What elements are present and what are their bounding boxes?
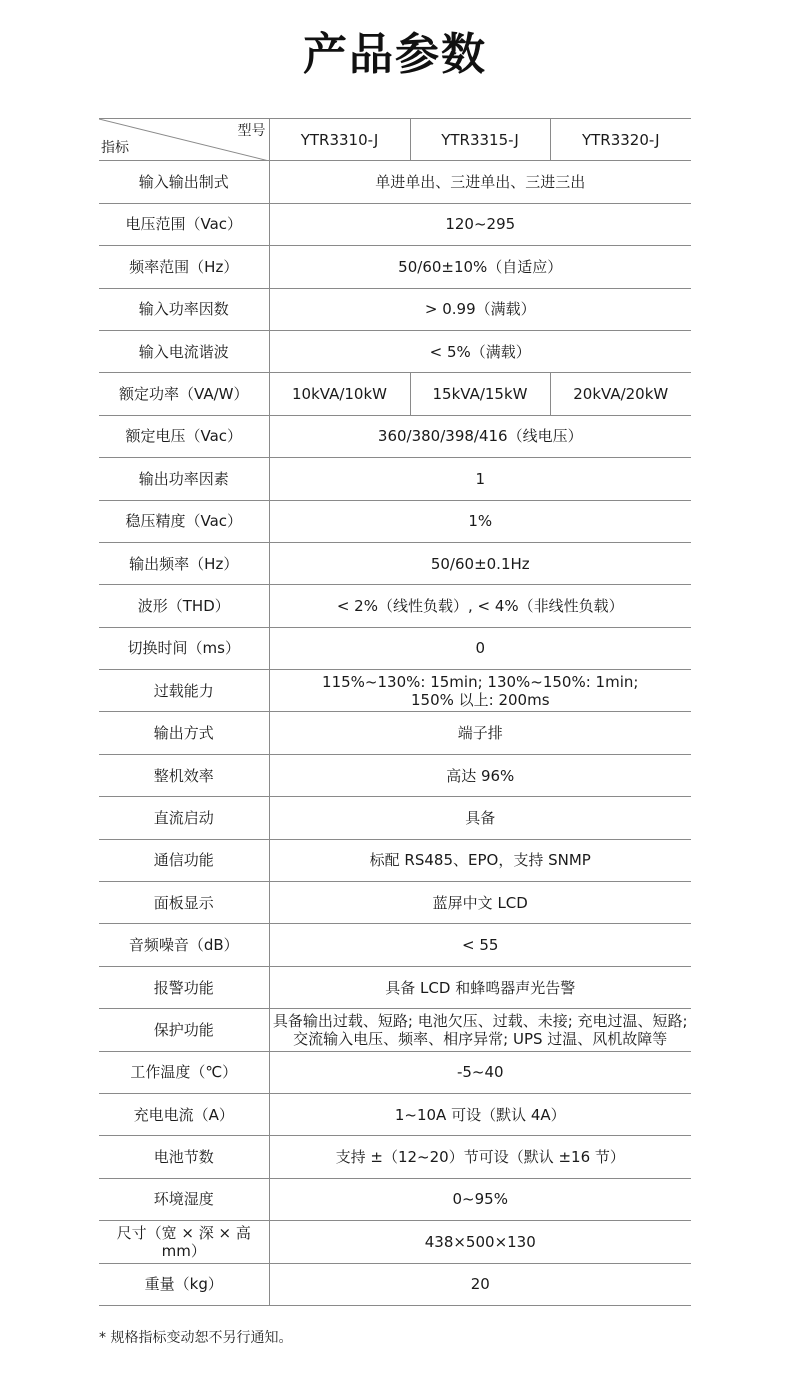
table-row (99, 1221, 691, 1263)
table-row (99, 1263, 691, 1305)
corner-label-model: 型号 (237, 123, 266, 139)
row-label: 输出方式 (99, 712, 269, 754)
row-label: 直流启动 (99, 797, 269, 839)
table-row (99, 1009, 691, 1051)
table-row (99, 966, 691, 1008)
row-value: 20 (269, 1263, 691, 1305)
row-label: 面板显示 (99, 882, 269, 924)
row-label: 重量（kg） (99, 1263, 269, 1305)
row-label: 波形（THD） (99, 585, 269, 627)
row-value: 标配 RS485、EPO，支持 SNMP (269, 839, 691, 881)
spec-table (99, 118, 691, 1306)
row-value: 1% (269, 500, 691, 542)
row-value: 50/60±0.1Hz (269, 542, 691, 584)
row-label: 过载能力 (99, 670, 269, 712)
table-row (99, 415, 691, 457)
row-value: < 5%（满载） (269, 330, 691, 372)
row-value: 15kVA/15kW (410, 373, 550, 415)
table-row (99, 373, 691, 415)
row-value: 20kVA/20kW (550, 373, 691, 415)
header-corner-cell (99, 119, 269, 161)
row-label: 充电电流（A） (99, 1093, 269, 1135)
model-header: YTR3320-J (550, 119, 691, 161)
model-header: YTR3310-J (269, 119, 410, 161)
table-row (99, 330, 691, 372)
table-row (99, 288, 691, 330)
row-label: 稳压精度（Vac） (99, 500, 269, 542)
table-row (99, 1136, 691, 1178)
row-label: 输出功率因素 (99, 458, 269, 500)
table-row (99, 924, 691, 966)
row-label: 通信功能 (99, 839, 269, 881)
page-title: 产品参数 (303, 29, 487, 80)
row-value-line: 交流输入电压、频率、相序异常; UPS 过温、风机故障等 (293, 1029, 668, 1048)
row-label: 尺寸（宽 × 深 × 高 mm） (99, 1221, 269, 1263)
row-value: 10kVA/10kW (269, 373, 410, 415)
row-value-line: 115%~130%: 15min; 130%~150%: 1min; (322, 672, 639, 691)
row-label: 电池节数 (99, 1136, 269, 1178)
table-row (99, 1178, 691, 1220)
table-row (99, 246, 691, 288)
table-row (99, 1051, 691, 1093)
table-row (99, 542, 691, 584)
row-label: 报警功能 (99, 966, 269, 1008)
row-value: -5~40 (269, 1051, 691, 1093)
row-value: 360/380/398/416（线电压） (269, 415, 691, 457)
table-row (99, 500, 691, 542)
row-value: 单进单出、三进单出、三进三出 (269, 161, 691, 203)
row-label: 切换时间（ms） (99, 627, 269, 669)
row-value: 支持 ±（12~20）节可设（默认 ±16 节） (269, 1136, 691, 1178)
row-value: 120~295 (269, 203, 691, 245)
row-value: > 0.99（满载） (269, 288, 691, 330)
row-label: 输入输出制式 (99, 161, 269, 203)
table-header-row (99, 119, 691, 161)
table-row (99, 585, 691, 627)
row-value (269, 670, 691, 712)
table-row (99, 754, 691, 796)
row-label: 额定电压（Vac） (99, 415, 269, 457)
model-header: YTR3315-J (410, 119, 550, 161)
footnote: * 规格指标变动恕不另行通知。 (99, 1330, 293, 1346)
row-value: 438×500×130 (269, 1221, 691, 1263)
row-value: < 2%（线性负载）, < 4%（非线性负载） (269, 585, 691, 627)
row-value: 50/60±10%（自适应） (269, 246, 691, 288)
table-row (99, 1093, 691, 1135)
row-label: 音频噪音（dB） (99, 924, 269, 966)
row-value-line: 具备输出过载、短路; 电池欠压、过载、未接; 充电过温、短路; (272, 1011, 688, 1030)
row-label: 额定功率（VA/W） (99, 373, 269, 415)
spec-table-body (99, 119, 691, 1306)
table-row (99, 161, 691, 203)
row-label: 输出频率（Hz） (99, 542, 269, 584)
row-label: 整机效率 (99, 754, 269, 796)
row-value: 具备 LCD 和蜂鸣器声光告警 (269, 966, 691, 1008)
table-row (99, 670, 691, 712)
row-value: 具备 (269, 797, 691, 839)
table-row (99, 458, 691, 500)
row-value: 端子排 (269, 712, 691, 754)
table-row (99, 203, 691, 245)
row-label: 频率范围（Hz） (99, 246, 269, 288)
row-label: 工作温度（℃） (99, 1051, 269, 1093)
table-row (99, 712, 691, 754)
table-row (99, 797, 691, 839)
row-label: 保护功能 (99, 1009, 269, 1051)
row-value: 蓝屏中文 LCD (269, 882, 691, 924)
corner-label-metric: 指标 (101, 140, 129, 157)
row-label: 输入功率因数 (99, 288, 269, 330)
row-value-line: 150% 以上: 200ms (410, 690, 550, 709)
row-label: 环境湿度 (99, 1178, 269, 1220)
table-row (99, 882, 691, 924)
row-label: 电压范围（Vac） (99, 203, 269, 245)
row-value: 1~10A 可设（默认 4A） (269, 1093, 691, 1135)
row-value: 0 (269, 627, 691, 669)
table-row (99, 839, 691, 881)
row-value: 1 (269, 458, 691, 500)
row-label: 输入电流谐波 (99, 330, 269, 372)
table-row (99, 627, 691, 669)
row-value (269, 1009, 691, 1051)
row-value: < 55 (269, 924, 691, 966)
row-value: 0~95% (269, 1178, 691, 1220)
row-value: 高达 96% (269, 754, 691, 796)
